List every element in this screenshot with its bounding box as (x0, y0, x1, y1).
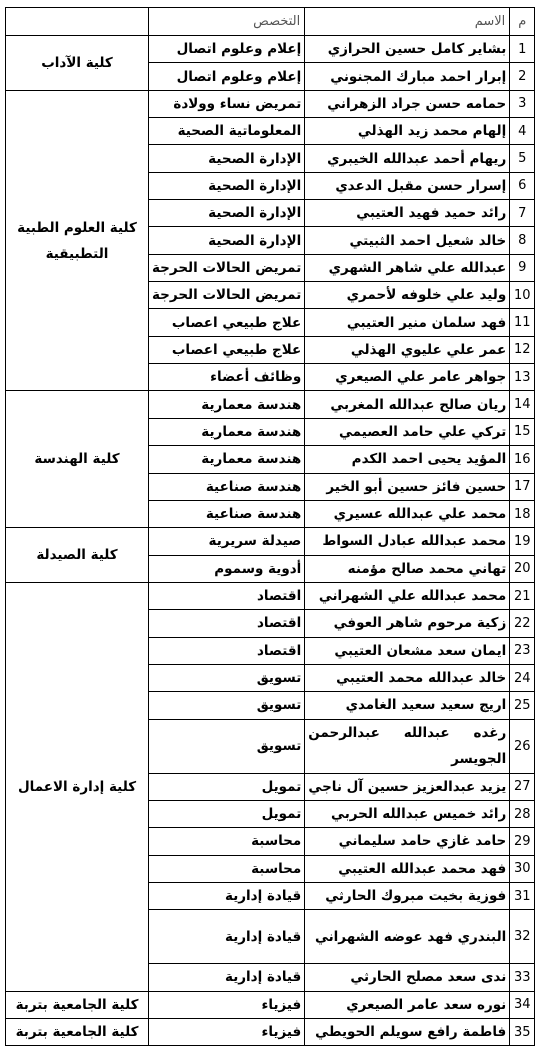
table-row (6, 1019, 535, 1046)
student-name: تهاني محمد صالح مؤمنه (305, 555, 510, 582)
specialization: اقتصاد (149, 610, 305, 637)
student-name: إبرار احمد مبارك المجنوني (305, 63, 510, 90)
row-number: 29 (510, 828, 535, 855)
row-number: 10 (510, 282, 535, 309)
row-number: 13 (510, 364, 535, 391)
header-name: الاسم (305, 8, 510, 36)
specialization: هندسة معمارية (149, 418, 305, 445)
students-table (5, 7, 535, 1046)
specialization: تسويق (149, 719, 305, 773)
row-number: 21 (510, 582, 535, 609)
student-name: اريج سعيد سعيد الغامدي (305, 692, 510, 719)
row-number: 8 (510, 227, 535, 254)
specialization: اقتصاد (149, 637, 305, 664)
row-number: 7 (510, 200, 535, 227)
row-number: 24 (510, 664, 535, 691)
specialization: تمويل (149, 773, 305, 800)
specialization: محاسبة (149, 855, 305, 882)
student-name: إلهام محمد زيد الهذلي (305, 118, 510, 145)
row-number: 22 (510, 610, 535, 637)
student-name: رائد حميد فهيد العتيبي (305, 200, 510, 227)
specialization: الإدارة الصحية (149, 200, 305, 227)
student-name: رائد خميس عبدالله الحربي (305, 800, 510, 827)
specialization: قيادة إدارية (149, 910, 305, 964)
specialization: هندسة معمارية (149, 446, 305, 473)
student-name: حسين فائز حسين أبو الخير (305, 473, 510, 500)
student-name: فاطمة رافع سويلم الحويطي (305, 1019, 510, 1046)
student-name: ندى سعد مصلح الحارثي (305, 964, 510, 991)
table-row (6, 90, 535, 117)
specialization: إعلام وعلوم اتصال (149, 63, 305, 90)
table-header (6, 8, 535, 36)
student-name: جواهر عامر علي الصيعري (305, 364, 510, 391)
specialization: تمريض نساء وولادة (149, 90, 305, 117)
specialization: اقتصاد (149, 582, 305, 609)
student-name: تركي علي حامد العصيمي (305, 418, 510, 445)
student-name: زكية مرحوم شاهر العوفي (305, 610, 510, 637)
student-name: إسرار حسن مقبل الدعدي (305, 172, 510, 199)
specialization: تمريض الحالات الحرجة (149, 254, 305, 281)
specialization: الإدارة الصحية (149, 145, 305, 172)
specialization: وظائف أعضاء (149, 364, 305, 391)
student-name: خالد عبدالله محمد العتيبي (305, 664, 510, 691)
table-row (6, 582, 535, 609)
student-name: خالد شعيل احمد الثبيتي (305, 227, 510, 254)
specialization: علاج طبيعي اعصاب (149, 336, 305, 363)
row-number: 6 (510, 172, 535, 199)
row-number: 20 (510, 555, 535, 582)
header-college (6, 8, 149, 36)
row-number: 28 (510, 800, 535, 827)
specialization: تسويق (149, 664, 305, 691)
specialization: الإدارة الصحية (149, 227, 305, 254)
row-number: 12 (510, 336, 535, 363)
student-name: وليد علي خلوفه لأحمري (305, 282, 510, 309)
specialization: قيادة إدارية (149, 882, 305, 909)
header-num: م (510, 8, 535, 36)
college-name: كلية الهندسة (6, 391, 149, 528)
row-number: 35 (510, 1019, 535, 1046)
row-number: 5 (510, 145, 535, 172)
student-name: ايمان سعد مشعان العتيبي (305, 637, 510, 664)
row-number: 32 (510, 910, 535, 964)
college-name: كلية العلوم الطبية التطبيقية (6, 90, 149, 391)
specialization: تمريض الحالات الحرجة (149, 282, 305, 309)
student-name: حمامه حسن جراد الزهراني (305, 90, 510, 117)
specialization: المعلوماتية الصحية (149, 118, 305, 145)
row-number: 1 (510, 36, 535, 63)
row-number: 30 (510, 855, 535, 882)
row-number: 31 (510, 882, 535, 909)
row-number: 14 (510, 391, 535, 418)
student-name: فوزية بخيت مبروك الحارثي (305, 882, 510, 909)
table-body (6, 36, 535, 1046)
table-row (6, 528, 535, 555)
student-name: محمد عبدالله عبادل السواط (305, 528, 510, 555)
table-row (6, 36, 535, 63)
student-name: ريان صالح عبدالله المغربي (305, 391, 510, 418)
row-number: 17 (510, 473, 535, 500)
student-name: فهد محمد عبدالله العتيبي (305, 855, 510, 882)
student-name: ريهام أحمد عبدالله الخيبري (305, 145, 510, 172)
student-name: بشاير كامل حسين الحرازي (305, 36, 510, 63)
student-name: عمر علي عليوي الهذلي (305, 336, 510, 363)
student-name: فهد سلمان منير العتيبي (305, 309, 510, 336)
student-name: عبدالله علي شاهر الشهري (305, 254, 510, 281)
college-name: كلية الجامعية بتربة (6, 1019, 149, 1046)
specialization: قيادة إدارية (149, 964, 305, 991)
student-name: يزيد عبدالعزيز حسين آل ناجي (305, 773, 510, 800)
student-name: حامد غازي حامد سليماني (305, 828, 510, 855)
college-name: كلية الصيدلة (6, 528, 149, 583)
row-number: 3 (510, 90, 535, 117)
row-number: 19 (510, 528, 535, 555)
row-number: 25 (510, 692, 535, 719)
college-name: كلية الجامعية بتربة (6, 991, 149, 1018)
specialization: محاسبة (149, 828, 305, 855)
student-name: محمد عبدالله علي الشهراني (305, 582, 510, 609)
header-row (6, 8, 535, 36)
specialization: هندسة معمارية (149, 391, 305, 418)
specialization: صيدلة سريرية (149, 528, 305, 555)
table-row (6, 391, 535, 418)
row-number: 16 (510, 446, 535, 473)
student-name: البندري فهد عوضه الشهراني (305, 910, 510, 964)
row-number: 26 (510, 719, 535, 773)
specialization: هندسة صناعية (149, 500, 305, 527)
specialization: فيزياء (149, 991, 305, 1018)
row-number: 18 (510, 500, 535, 527)
specialization: إعلام وعلوم اتصال (149, 36, 305, 63)
specialization: هندسة صناعية (149, 473, 305, 500)
row-number: 9 (510, 254, 535, 281)
specialization: أدوية وسموم (149, 555, 305, 582)
specialization: تمويل (149, 800, 305, 827)
row-number: 23 (510, 637, 535, 664)
row-number: 11 (510, 309, 535, 336)
college-name: كلية الآداب (6, 36, 149, 91)
header-spec: التخصص (149, 8, 305, 36)
table-row (6, 991, 535, 1018)
college-name: كلية إدارة الاعمال (6, 582, 149, 991)
row-number: 27 (510, 773, 535, 800)
row-number: 4 (510, 118, 535, 145)
student-name: رغده عبدالله عبدالرحمن الجويسر (305, 719, 510, 773)
student-name: المؤيد يحيى احمد الكدم (305, 446, 510, 473)
specialization: الإدارة الصحية (149, 172, 305, 199)
specialization: علاج طبيعي اعصاب (149, 309, 305, 336)
student-name: نوره سعد عامر الصيعري (305, 991, 510, 1018)
row-number: 33 (510, 964, 535, 991)
specialization: تسويق (149, 692, 305, 719)
row-number: 34 (510, 991, 535, 1018)
row-number: 2 (510, 63, 535, 90)
specialization: فيزياء (149, 1019, 305, 1046)
student-name: محمد علي عبدالله عسيري (305, 500, 510, 527)
row-number: 15 (510, 418, 535, 445)
